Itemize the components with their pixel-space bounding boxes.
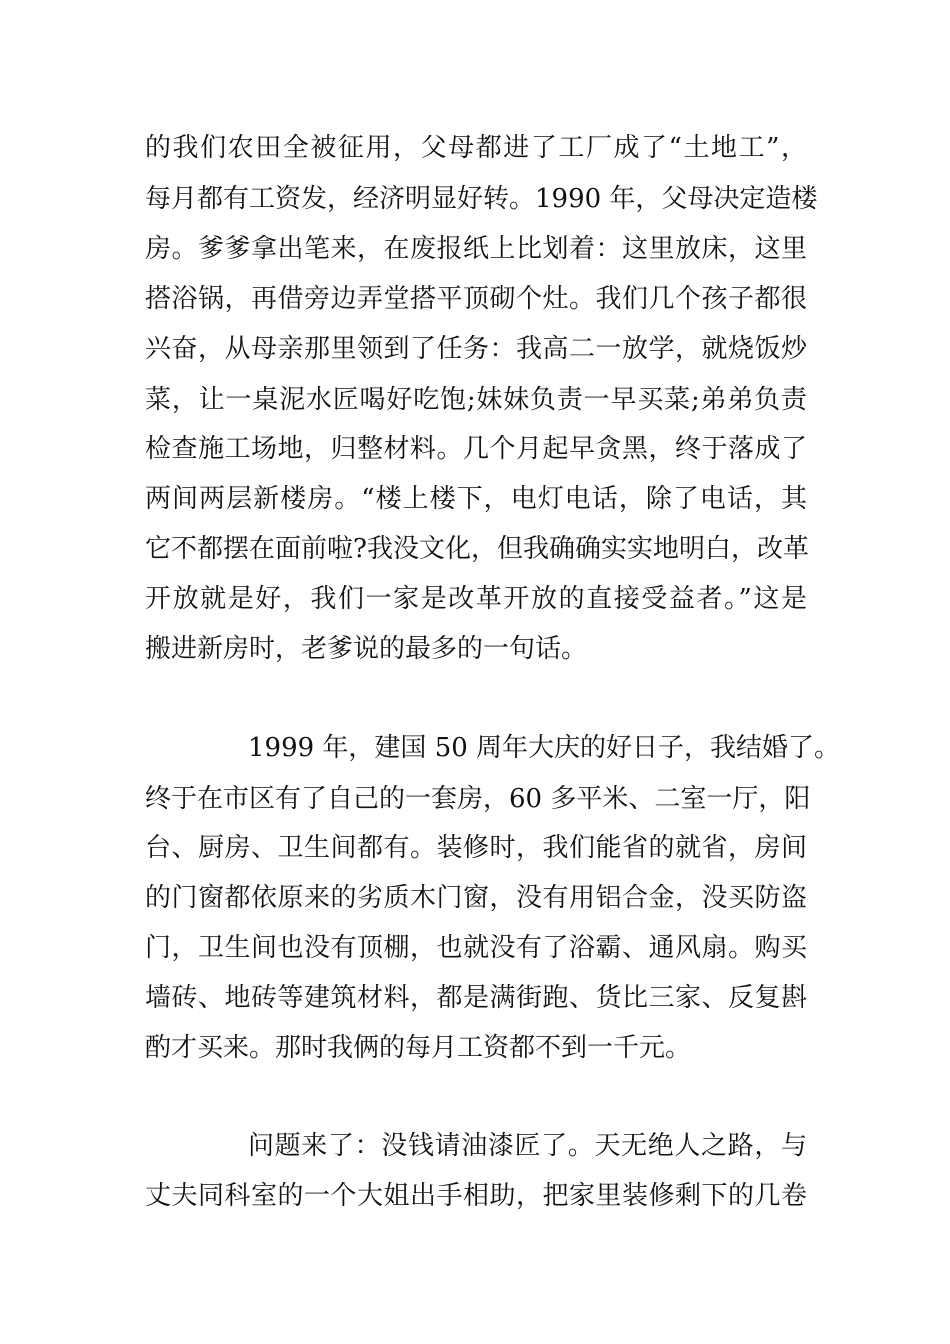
paragraph-line: 墙砖、地砖等建筑材料，都是满街跑、货比三家、反复斟 <box>145 983 807 1013</box>
paragraph-line: 门，卫生间也没有顶棚，也就没有了浴霸、通风扇。购买 <box>145 933 807 963</box>
paragraph-line: 开放就是好，我们一家是改革开放的直接受益者。”这是 <box>145 584 807 614</box>
paragraph-line: 的我们农田全被征用，父母都进了工厂成了“土地工”， <box>145 133 807 163</box>
paragraph-line: 两间两层新楼房。“楼上楼下，电灯电话，除了电话，其 <box>145 484 807 514</box>
paragraph-line: 丈夫同科室的一个大姐出手相助，把家里装修剩下的几卷 <box>145 1181 807 1211</box>
paragraph-line: 搬进新房时，老爹说的最多的一句话。 <box>145 634 588 664</box>
paragraph-line: 的门窗都依原来的劣质木门窗，没有用铝合金，没买防盗 <box>145 883 807 913</box>
paragraph-first-line: 1999 年，建国 50 周年大庆的好日子，我结婚了。 <box>248 733 841 763</box>
paragraph-line: 终于在市区有了自己的一套房，60 多平米、二室一厅，阳 <box>145 784 811 814</box>
paragraph-line: 兴奋，从母亲那里领到了任务：我高二一放学，就烧饭炒 <box>145 334 807 364</box>
paragraph-line: 每月都有工资发，经济明显好转。1990 年，父母决定造楼 <box>145 184 818 214</box>
paragraph-line: 酌才买来。那时我俩的每月工资都不到一千元。 <box>145 1033 692 1063</box>
paragraph-line: 检查施工场地，归整材料。几个月起早贪黑，终于落成了 <box>145 434 807 464</box>
paragraph-line: 台、厨房、卫生间都有。装修时，我们能省的就省，房间 <box>145 833 807 863</box>
paragraph-line: 房。爹爹拿出笔来，在废报纸上比划着：这里放床，这里 <box>145 234 807 264</box>
paragraph-first-line: 问题来了：没钱请油漆匠了。天无绝人之路，与 <box>248 1131 807 1161</box>
paragraph-line: 搭浴锅，再借旁边弄堂搭平顶砌个灶。我们几个孩子都很 <box>145 284 807 314</box>
paragraph-line: 它不都摆在面前啦?我没文化，但我确确实实地明白，改革 <box>145 534 809 564</box>
paragraph-line: 菜，让一桌泥水匠喝好吃饱;妹妹负责一早买菜;弟弟负责 <box>145 385 807 415</box>
